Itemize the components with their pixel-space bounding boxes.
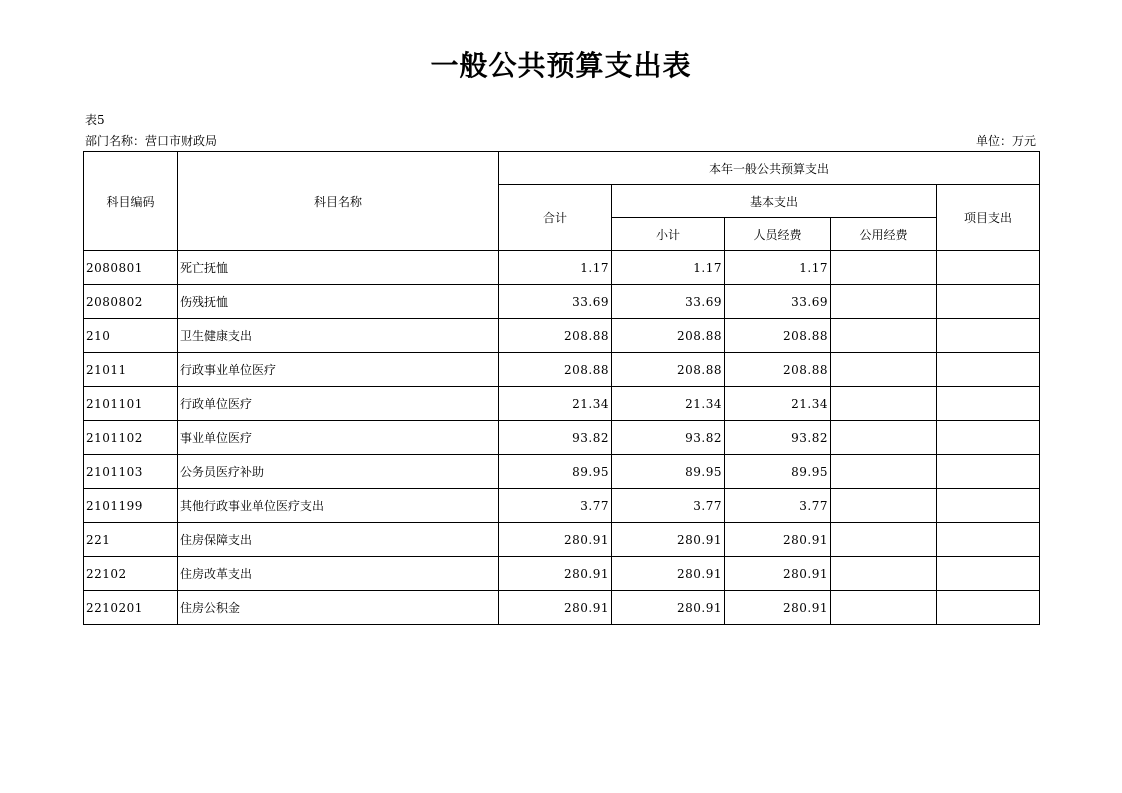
code-cell: 2080801 xyxy=(84,251,178,285)
table-row xyxy=(84,591,1040,625)
name-cell: 公务员医疗补助 xyxy=(178,455,499,489)
personnel-cell: 208.88 xyxy=(725,319,831,353)
table-row xyxy=(84,387,1040,421)
subtotal-cell: 3.77 xyxy=(612,489,725,523)
header-project: 项目支出 xyxy=(937,185,1040,251)
code-cell: 210 xyxy=(84,319,178,353)
page-title: 一般公共预算支出表 xyxy=(430,49,692,82)
budget-table xyxy=(83,151,1040,625)
name-cell: 事业单位医疗 xyxy=(178,421,499,455)
code-cell: 2101199 xyxy=(84,489,178,523)
header-public: 公用经费 xyxy=(831,218,937,251)
personnel-cell: 3.77 xyxy=(725,489,831,523)
header-total: 合计 xyxy=(499,185,612,251)
total-cell: 21.34 xyxy=(499,387,612,421)
public-cell xyxy=(831,523,937,557)
table-row xyxy=(84,319,1040,353)
project-cell xyxy=(937,557,1040,591)
total-cell: 93.82 xyxy=(499,421,612,455)
project-cell xyxy=(937,319,1040,353)
header-personnel: 人员经费 xyxy=(725,218,831,251)
personnel-cell: 280.91 xyxy=(725,591,831,625)
table-row xyxy=(84,455,1040,489)
public-cell xyxy=(831,353,937,387)
public-cell xyxy=(831,285,937,319)
public-cell xyxy=(831,387,937,421)
table-header xyxy=(84,152,1040,251)
subtotal-cell: 280.91 xyxy=(612,557,725,591)
code-cell: 2210201 xyxy=(84,591,178,625)
table-row xyxy=(84,489,1040,523)
subtotal-cell: 93.82 xyxy=(612,421,725,455)
total-cell: 33.69 xyxy=(499,285,612,319)
table-row xyxy=(84,421,1040,455)
table-row xyxy=(84,523,1040,557)
code-cell: 2080802 xyxy=(84,285,178,319)
personnel-cell: 93.82 xyxy=(725,421,831,455)
personnel-cell: 280.91 xyxy=(725,557,831,591)
public-cell xyxy=(831,489,937,523)
code-cell: 2101102 xyxy=(84,421,178,455)
name-cell: 伤残抚恤 xyxy=(178,285,499,319)
project-cell xyxy=(937,489,1040,523)
name-cell: 行政单位医疗 xyxy=(178,387,499,421)
code-cell: 21011 xyxy=(84,353,178,387)
subtotal-cell: 280.91 xyxy=(612,523,725,557)
total-cell: 208.88 xyxy=(499,353,612,387)
subtotal-cell: 280.91 xyxy=(612,591,725,625)
personnel-cell: 89.95 xyxy=(725,455,831,489)
name-cell: 其他行政事业单位医疗支出 xyxy=(178,489,499,523)
personnel-cell: 21.34 xyxy=(725,387,831,421)
total-cell: 208.88 xyxy=(499,319,612,353)
personnel-cell: 1.17 xyxy=(725,251,831,285)
header-current-year: 本年一般公共预算支出 xyxy=(499,152,1040,185)
public-cell xyxy=(831,421,937,455)
project-cell xyxy=(937,387,1040,421)
total-cell: 89.95 xyxy=(499,455,612,489)
code-cell: 2101103 xyxy=(84,455,178,489)
name-cell: 住房保障支出 xyxy=(178,523,499,557)
total-cell: 280.91 xyxy=(499,557,612,591)
header-code: 科目编码 xyxy=(84,152,178,251)
personnel-cell: 280.91 xyxy=(725,523,831,557)
unit-label: 单位：万元 xyxy=(975,134,1036,148)
name-cell: 行政事业单位医疗 xyxy=(178,353,499,387)
header-name: 科目名称 xyxy=(178,152,499,251)
project-cell xyxy=(937,285,1040,319)
project-cell xyxy=(937,421,1040,455)
total-cell: 280.91 xyxy=(499,591,612,625)
table-row xyxy=(84,251,1040,285)
subtotal-cell: 208.88 xyxy=(612,319,725,353)
subtotal-cell: 208.88 xyxy=(612,353,725,387)
subtotal-cell: 89.95 xyxy=(612,455,725,489)
project-cell xyxy=(937,523,1040,557)
subtotal-cell: 1.17 xyxy=(612,251,725,285)
public-cell xyxy=(831,319,937,353)
name-cell: 住房公积金 xyxy=(178,591,499,625)
table-row xyxy=(84,557,1040,591)
public-cell xyxy=(831,455,937,489)
project-cell xyxy=(937,591,1040,625)
department-name: 部门名称：营口市财政局 xyxy=(85,134,218,148)
name-cell: 死亡抚恤 xyxy=(178,251,499,285)
public-cell xyxy=(831,591,937,625)
name-cell: 卫生健康支出 xyxy=(178,319,499,353)
header-subtotal: 小计 xyxy=(612,218,725,251)
total-cell: 3.77 xyxy=(499,489,612,523)
code-cell: 221 xyxy=(84,523,178,557)
public-cell xyxy=(831,251,937,285)
personnel-cell: 208.88 xyxy=(725,353,831,387)
personnel-cell: 33.69 xyxy=(725,285,831,319)
total-cell: 1.17 xyxy=(499,251,612,285)
table-row xyxy=(84,353,1040,387)
header-basic: 基本支出 xyxy=(612,185,937,218)
table-body xyxy=(84,251,1040,625)
subtotal-cell: 33.69 xyxy=(612,285,725,319)
project-cell xyxy=(937,251,1040,285)
table-number: 表5 xyxy=(85,113,105,127)
public-cell xyxy=(831,557,937,591)
total-cell: 280.91 xyxy=(499,523,612,557)
subtotal-cell: 21.34 xyxy=(612,387,725,421)
project-cell xyxy=(937,353,1040,387)
table-row xyxy=(84,285,1040,319)
code-cell: 22102 xyxy=(84,557,178,591)
project-cell xyxy=(937,455,1040,489)
code-cell: 2101101 xyxy=(84,387,178,421)
name-cell: 住房改革支出 xyxy=(178,557,499,591)
